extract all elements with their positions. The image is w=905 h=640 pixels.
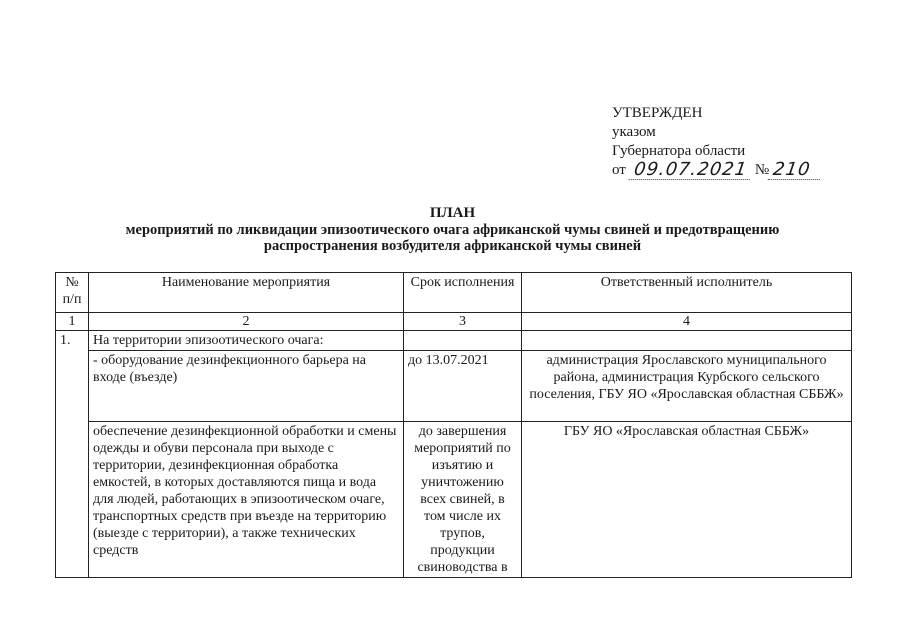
approval-from-label: от	[612, 162, 626, 178]
approval-governor: Губернатора области	[612, 143, 746, 159]
approval-number-handwritten: 210	[768, 161, 823, 180]
approval-date-handwritten: 09.07.2021	[629, 161, 753, 180]
title-plan: ПЛАН	[429, 205, 476, 221]
row-2-name: обеспечение дезинфекционной обработки и смены одежды и обуви персонала при выходе с территории, дезинфекционная обработка емкостей, в которых доставляются пища и вода для людей, работающих в эпизоотическом очаге, транспортных средств при въезде на территорию (выезде с территории), а также технических средств	[89, 422, 404, 578]
table-header-row	[56, 273, 852, 313]
section-row	[56, 331, 852, 351]
header-executor: Ответственный исполнитель	[522, 273, 852, 313]
section-deadline-empty	[404, 331, 522, 351]
row-2-executor: ГБУ ЯО «Ярославская областная СББЖ»	[522, 422, 852, 578]
column-number-4: 4	[522, 313, 852, 331]
column-numbers-row	[56, 313, 852, 331]
table-row	[56, 351, 852, 422]
title-subtitle-2: распространения возбудителя африканской чумы свиней	[263, 238, 642, 254]
section-title: На территории эпизоотического очага:	[89, 331, 404, 351]
approval-decree: указом	[612, 124, 656, 140]
header-deadline: Срок исполнения	[404, 273, 522, 313]
section-executor-empty	[522, 331, 852, 351]
approval-approved: УТВЕРЖДЕН	[612, 105, 703, 121]
document-title	[60, 205, 845, 254]
row-1-deadline: до 13.07.2021	[404, 351, 522, 422]
header-number: № п/п	[56, 273, 89, 313]
column-number-1: 1	[56, 313, 89, 331]
approval-number-label: №	[754, 162, 770, 178]
column-number-3: 3	[404, 313, 522, 331]
row-1-name: - оборудование дезинфекционного барьера на входе (въезде)	[89, 351, 404, 422]
approval-block	[612, 104, 821, 180]
table-row	[56, 422, 852, 578]
row-1-executor: администрация Ярославского муниципального района, администрация Курбского сельского поселения, ГБУ ЯО «Ярославская областная СББЖ»	[522, 351, 852, 422]
plan-table	[55, 272, 852, 578]
header-name: Наименование мероприятия	[89, 273, 404, 313]
column-number-2: 2	[89, 313, 404, 331]
title-subtitle-1: мероприятий по ликвидации эпизоотического очага африканской чумы свиней и предотвращению	[125, 222, 780, 238]
approval-date-line	[612, 161, 821, 180]
section-number: 1.	[56, 331, 89, 578]
row-2-deadline: до завершения мероприятий по изъятию и уничтожению всех свиней, в том числе их трупов, продукции свиноводства в	[404, 422, 522, 578]
